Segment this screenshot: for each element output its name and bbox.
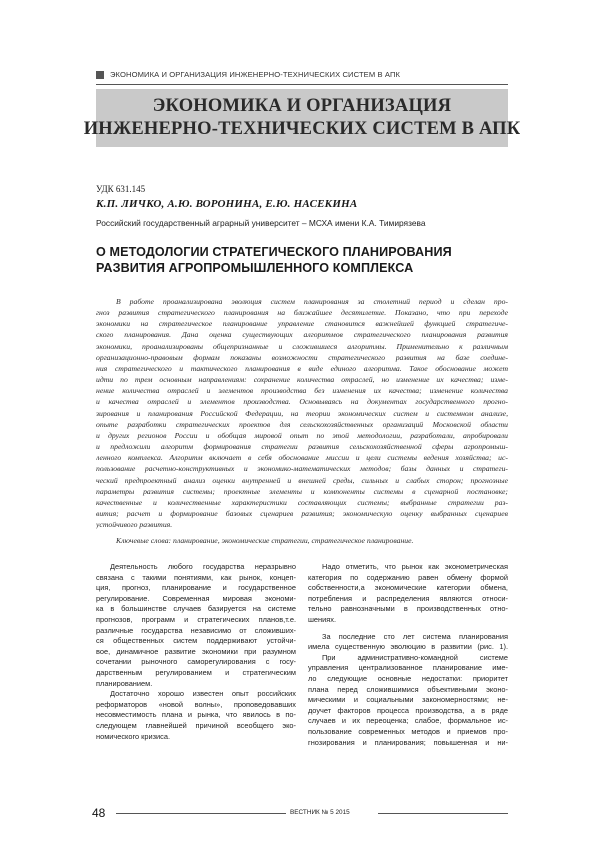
header-divider xyxy=(96,84,508,85)
body-text-line: следующем главнейшей причиной всеобщего эко- xyxy=(96,720,296,730)
body-text-line: ция, прогноз, планирование и государственное xyxy=(96,583,296,593)
body-text-line: дарственным регулированием и стратегическим xyxy=(96,667,296,677)
body-text-line: прогнозов, программ и стратегических планов,т.е. xyxy=(96,614,296,624)
abstract-line: ческий предпроектный анализ оценки внутренней и внешней среды, сильных и слабых сторон; прогнозные xyxy=(96,475,508,485)
abstract-line: вития; расчет и формирование базовых сценариев развития; экономическую оценку выбранных сценариев xyxy=(96,508,508,518)
body-text-line: регулирование. Современная мировая экономи- xyxy=(96,593,296,603)
body-text-line: ка в большинстве случаев базируется на системе xyxy=(96,604,296,614)
abstract-line: и качества отраслей и элементов производства. Основываясь на документах государственного прогно- xyxy=(96,397,508,407)
body-text-line: ся общественных систем поддерживают устойчи- xyxy=(96,636,296,646)
body-text-line: доучет факторов процесса производства, а в ряде xyxy=(308,705,508,715)
body-text-line: гнозирования и планирования; повышенная и ни- xyxy=(308,737,508,747)
abstract-line: ния стратегического и тактического планирования в виде единого алгоритма. Такое обоснование может xyxy=(96,363,508,373)
body-text-line: номического кризиса. xyxy=(96,731,171,741)
article-title-line: О МЕТОДОЛОГИИ СТРАТЕГИЧЕСКОГО ПЛАНИРОВАНИЯ xyxy=(96,245,452,259)
body-text-line: планированием. xyxy=(96,678,153,688)
body-text-line: потребления и распределения являются относи- xyxy=(308,593,508,603)
abstract-line: устойчивого развития. xyxy=(96,520,173,530)
abstract-line: организационно-правовым формам показаны возможности стратегического развития на базе соедине- xyxy=(96,352,508,362)
abstract-line: ского планирования. Дана оценка существующих алгоритмов стратегического планирования развития xyxy=(96,330,508,340)
abstract-line: и других регионов России и обобщая мировой опыт по этой методологии, разработали, апробировали xyxy=(96,430,508,440)
page-number: 48 xyxy=(92,806,106,820)
body-text-line: пользование современных методов и приемов про- xyxy=(308,726,508,736)
section-title-line: ИНЖЕНЕРНО-ТЕХНИЧЕСКИХ СИСТЕМ В АПК xyxy=(83,119,521,139)
body-text-line: различные государства независимо от сложивших- xyxy=(96,625,296,635)
abstract-line: пользование расчетно-конструктивных и экономико-математических методов; базы данных и стратеги- xyxy=(96,464,508,474)
abstract-line: опыте разработки стратегических проектов для сельскохозяйственных организаций Московской области xyxy=(96,419,508,429)
section-title-line: ЭКОНОМИКА И ОРГАНИЗАЦИЯ xyxy=(152,96,452,116)
footer-divider-left xyxy=(116,813,286,814)
article-title-line: РАЗВИТИЯ АГРОПРОМЫШЛЕННОГО КОМПЛЕКСА xyxy=(96,261,414,275)
abstract xyxy=(96,296,508,530)
abstract-line: качественные и количественные характеристики составляющих системы; выбранные стратегии раз- xyxy=(96,497,508,507)
header-square-icon xyxy=(96,71,104,79)
body-text-line: тельно равнозначными в производственных отно- xyxy=(308,604,508,614)
abstract-line: экономики на стратегическое планирование управление становится важнейшей функцией стратегиче- xyxy=(96,319,508,329)
body-text-line: мическими и социальными закономерностями; не- xyxy=(308,695,508,705)
body-text-line: За последние сто лет система планирования xyxy=(322,631,508,641)
body-text-line: имела существенную эволюцию в развитии (рис. 1). xyxy=(308,642,508,652)
body-text-line: реформаторов «новой волны», проповедовавших xyxy=(96,699,296,709)
abstract-line: нение количества отраслей и элементов производства без изменения их качества; изменение количества xyxy=(96,386,508,396)
body-text-line: случаев и их переоценка; слабое, формальное ис- xyxy=(308,716,508,726)
abstract-line: идти по трем основным направлениям: сохранение количества отраслей, но изменение их качества; изме- xyxy=(96,375,508,385)
abstract-line: В работе проанализирована эволюция систем планирования за столетний период и сделан про- xyxy=(116,297,508,306)
section-banner xyxy=(83,89,521,147)
abstract-line: параметры развития системы; проектные элементы и компоненты системы в сценарной постановке; xyxy=(96,486,508,496)
abstract-line: и предложили алгоритм формирования стратегии развития сельскохозяйственной сферы агропромыш- xyxy=(96,442,508,452)
body-text-line: сочетании рыночного саморегулирования с госу- xyxy=(96,657,296,667)
abstract-line: зирования и планирования Российской Федерации, на теории экономических систем и системном анализе, xyxy=(96,408,508,418)
body-text-line: плана перед сложившимися объективными эконо- xyxy=(308,684,508,694)
running-header-text: ЭКОНОМИКА И ОРГАНИЗАЦИЯ ИНЖЕНЕРНО-ТЕХНИЧЕСКИХ СИСТЕМ В АПК xyxy=(110,70,401,79)
body-text-line: управления централизованное планирование име- xyxy=(308,663,508,673)
body-text-line: шениях. xyxy=(308,614,336,624)
abstract-line: ленного комплекса. Алгоритм включает в себя обоснование миссии и цели системы ведения хозяйства; ис- xyxy=(96,453,508,463)
body-text-line: вое, динамичное развитие экономики при разумном xyxy=(96,646,296,656)
abstract-line: экономики, проанализированы общепризнанные и сложившиеся алгоритмы. Применительно к различным xyxy=(96,341,508,351)
footer-divider-right xyxy=(378,813,508,814)
body-text-line: собственности,а экономические категории обмена, xyxy=(308,583,508,593)
body-text-line: Деятельность любого государства неразрывно xyxy=(110,562,296,571)
article-title xyxy=(96,244,508,276)
udk-code: УДК 631.145 xyxy=(96,184,146,194)
body-column-right xyxy=(308,562,508,748)
authors: К.П. ЛИЧКО, А.Ю. ВОРОНИНА, Е.Ю. НАСЕКИНА xyxy=(96,198,358,210)
body-text-line: Достаточно хорошо известен опыт российских xyxy=(110,689,296,699)
body-text-line: Надо отметить, что рынок как эконометрическая xyxy=(322,562,508,571)
body-column-left xyxy=(96,562,296,742)
journal-name: ВЕСТНИК № 5 2015 xyxy=(290,809,350,816)
body-text-line: связана с такими понятиями, как рынок, концеп- xyxy=(96,572,296,582)
body-text-line: При административно-командной системе xyxy=(322,652,508,662)
keywords: Ключевые слова: планирование, экономические стратегии, стратегическое планирование. xyxy=(116,536,414,545)
affiliation: Российский государственный аграрный университет – МСХА имени К.А. Тимирязева xyxy=(96,218,426,228)
abstract-line: гноз развития стратегического планирования на ближайшее десятилетие. Показано, что при переходе xyxy=(96,308,508,318)
body-text-line: ло следующие основные недостатки: приоритет xyxy=(308,673,508,683)
body-text-line: несовместимость плана и рынка, что явилось в по- xyxy=(96,710,296,720)
body-text-line: категория по содержанию равен обмену формой xyxy=(308,572,508,582)
running-header xyxy=(96,70,508,82)
